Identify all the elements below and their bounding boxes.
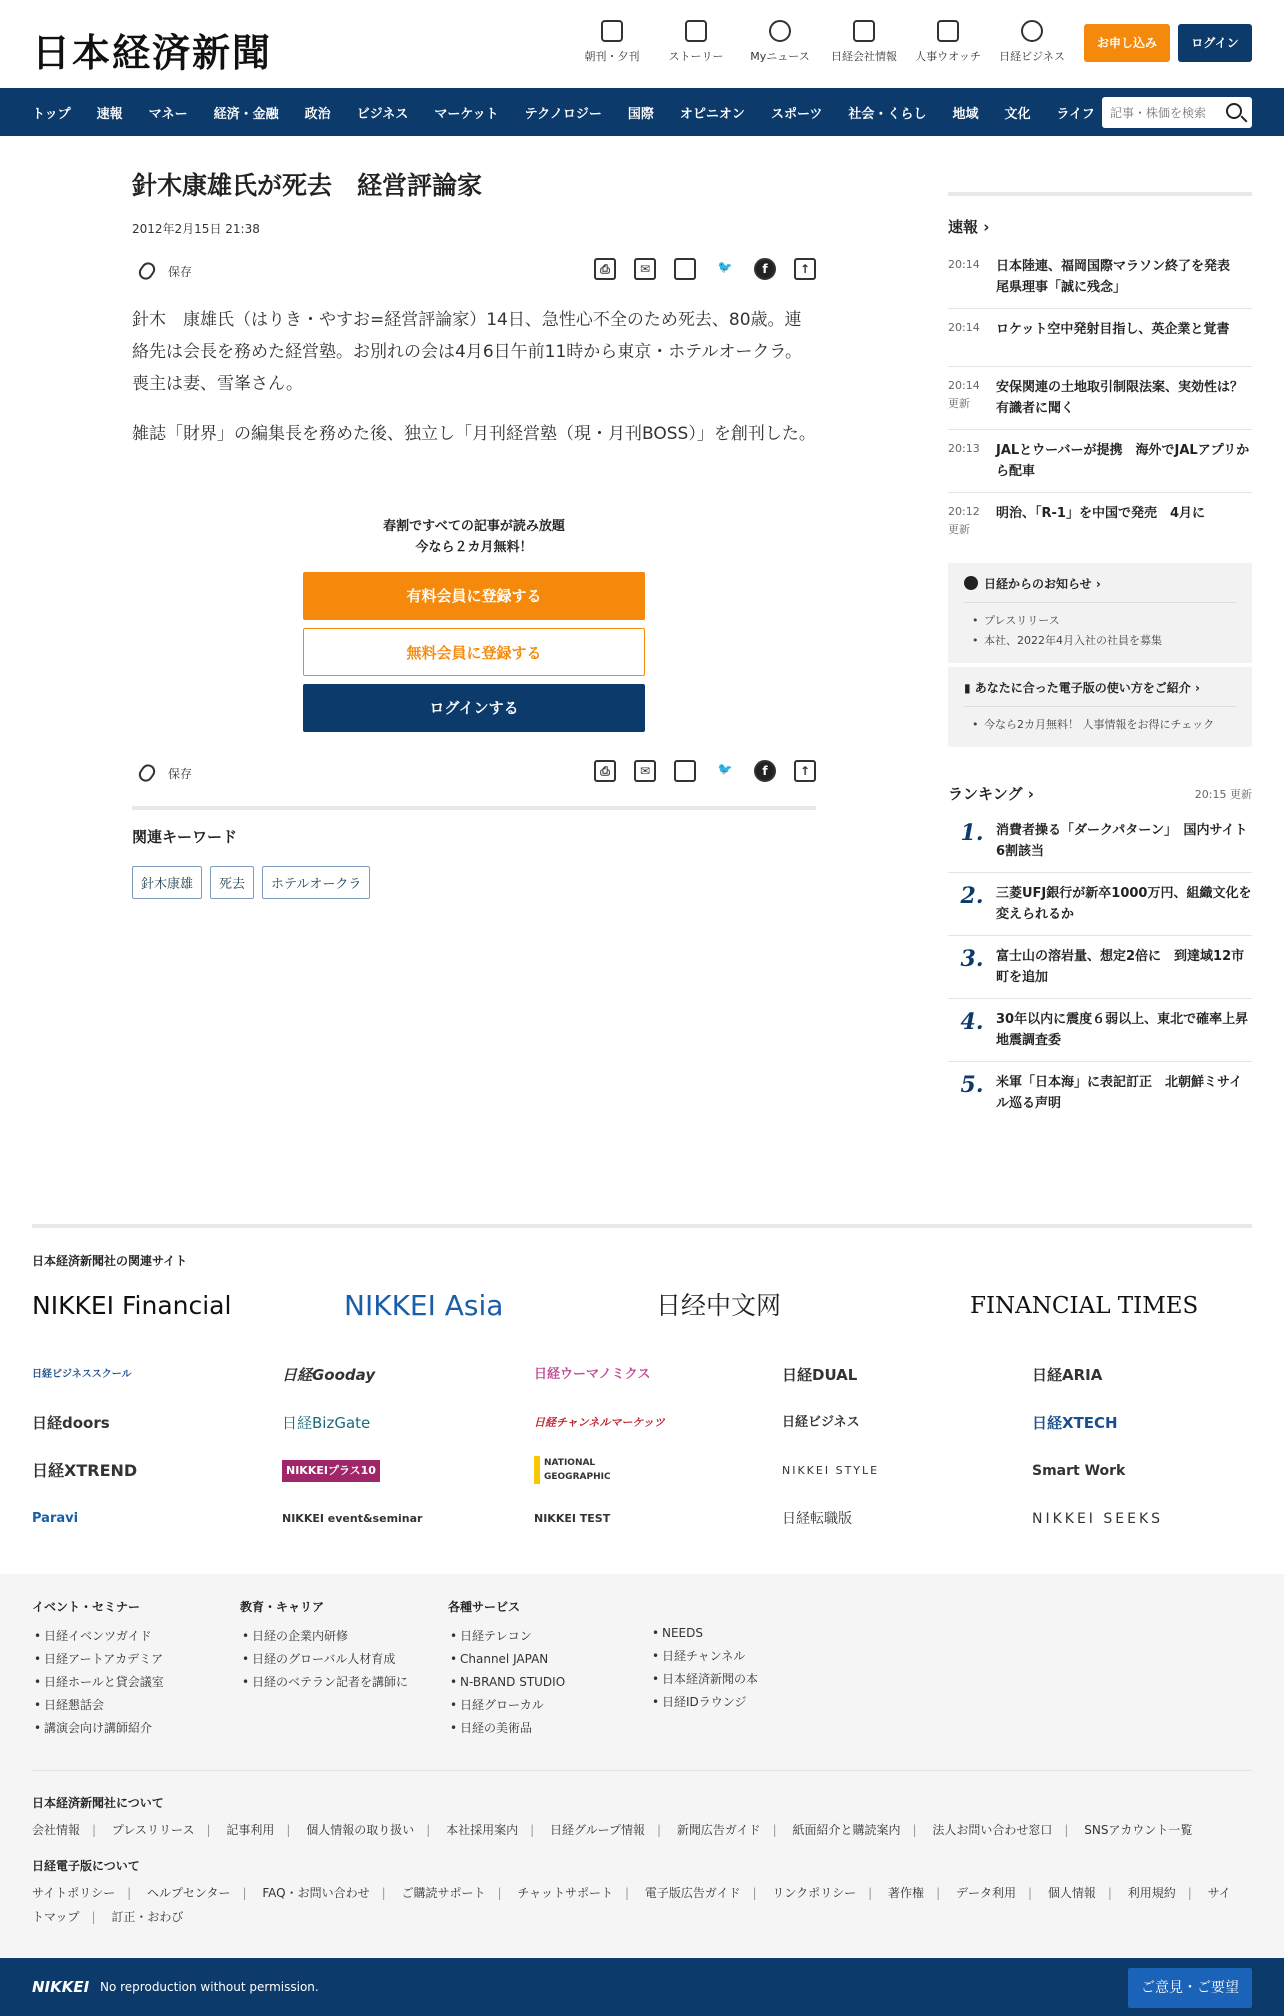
- ranking-item[interactable]: 2. 三菱UFJ銀行が新卒1000万円、組織文化を変えられるか: [948, 873, 1252, 936]
- guide-box: [948, 667, 1252, 747]
- footer-link[interactable]: • 日経アートアカデミア: [32, 1648, 164, 1671]
- footer-link[interactable]: 紙面紹介と購読案内: [792, 1823, 901, 1837]
- free-register-button[interactable]: 無料会員に登録する: [303, 628, 645, 676]
- news-item[interactable]: 20:14 ロケット空中発射目指し、英企業と覚書: [948, 309, 1252, 367]
- news-item[interactable]: 20:14 更新 安保関連の土地取引制限法案、実効性は？ 有識者に聞く: [948, 367, 1252, 430]
- related-sites-title: 日本経済新聞社の関連サイト: [32, 1254, 188, 1268]
- newspaper-icon: [601, 20, 623, 42]
- nav-item-technology[interactable]: テクノロジー: [524, 106, 602, 122]
- nav-item-region[interactable]: 地域: [952, 106, 979, 122]
- header-link-jinji-watch[interactable]: 人事ウオッチ: [906, 20, 990, 64]
- nav-item-top[interactable]: トップ: [32, 106, 71, 122]
- footer-link[interactable]: 法人お問い合わせ窓口: [932, 1823, 1053, 1837]
- nav-item-society[interactable]: 社会・くらし: [848, 106, 927, 122]
- site-logo[interactable]: 日経ビジネススクール: [32, 1369, 132, 1380]
- book-icon: ▮: [964, 681, 975, 695]
- notice-item[interactable]: • 本社、2022年4月入社の社員を募集: [964, 631, 1236, 651]
- site-logo[interactable]: NATIONAL GEOGRAPHIC: [534, 1456, 614, 1484]
- user-icon: [769, 20, 791, 42]
- nikkei-asia-logo[interactable]: NIKKEI Asia: [344, 1289, 504, 1322]
- footer-column-events: イベント・セミナー • 日経イベンツガイド • 日経アートアカデミア • 日経ホールと貸会議室 • 日経懇話会 • 講演会向け講師紹介: [32, 1598, 164, 1740]
- footer-column-services-2: [650, 1598, 758, 1714]
- ranking-title[interactable]: ランキング ›: [948, 785, 1034, 803]
- search-box: [1102, 97, 1252, 128]
- save-button[interactable]: 保存: [140, 262, 192, 280]
- financial-times-logo[interactable]: FINANCIAL TIMES: [970, 1293, 1199, 1319]
- footer-link[interactable]: 利用規約: [1127, 1886, 1176, 1900]
- footer-link[interactable]: • 日経チャンネル: [650, 1645, 758, 1668]
- nav-item-life[interactable]: ライフ: [1056, 106, 1095, 122]
- notice-box: [948, 563, 1252, 663]
- nav-item-market[interactable]: マーケット: [434, 106, 499, 122]
- ranking-item[interactable]: 3. 富士山の溶岩量、想定2倍に 到達域12市町を追加: [948, 936, 1252, 999]
- twitter-icon[interactable]: 🐦: [717, 260, 733, 274]
- footer-link[interactable]: • 日本経済新聞の本: [650, 1668, 758, 1691]
- footer-link[interactable]: • 日経テレコン: [448, 1625, 565, 1648]
- footer-link[interactable]: FAQ・お問い合わせ: [262, 1886, 370, 1900]
- site-logo[interactable]: NIKKEI SEEKS: [1032, 1511, 1164, 1527]
- nav-item-sokuho[interactable]: 速報: [96, 106, 123, 122]
- footer-link[interactable]: • 日経グローカル: [448, 1694, 565, 1717]
- keywords-title: 関連キーワード: [132, 828, 238, 846]
- site-logo[interactable]: NIKKEIプラス10: [282, 1460, 380, 1482]
- news-item[interactable]: 20:14 日本陸連、福岡国際マラソン終了を発表 尾県理事「誠に残念」: [948, 246, 1252, 309]
- nav-item-international[interactable]: 国際: [627, 106, 654, 122]
- ranking-item[interactable]: 1. 消費者操る「ダークパターン」 国内サイト6割該当: [948, 810, 1252, 873]
- ranking-list: [948, 810, 1262, 1124]
- main-nav: [0, 88, 1284, 136]
- news-item[interactable]: 20:12 更新 明治、「R-1」を中国で発売 4月に: [948, 493, 1252, 551]
- save-button[interactable]: 保存: [140, 764, 192, 782]
- facebook-icon[interactable]: f: [754, 258, 776, 280]
- divider: [32, 1770, 1252, 1771]
- footer-bottom-bar: [0, 1958, 1284, 2016]
- nav-item-economy[interactable]: 経済・金融: [213, 106, 279, 122]
- feedback-button[interactable]: ご意見・ご要望: [1128, 1968, 1252, 2008]
- keyword-list: [132, 866, 378, 899]
- search-icon[interactable]: [1226, 103, 1242, 119]
- site-logo[interactable]: Smart Work: [1032, 1463, 1126, 1479]
- ranking-item[interactable]: 4. 30年以内に震度６弱以上、東北で確率上昇 地震調査委: [948, 999, 1252, 1062]
- footer-column-education: 教育・キャリア • 日経の企業内研修 • 日経のグローバル人材育成 • 日経のベテラン記者を講師に: [240, 1598, 408, 1694]
- footer-link[interactable]: 日経グループ情報: [550, 1823, 646, 1837]
- footer-link[interactable]: • 日経の美術品: [448, 1717, 565, 1740]
- footer-link[interactable]: • 日経IDラウンジ: [650, 1691, 758, 1714]
- login-button[interactable]: ログイン: [1178, 24, 1252, 62]
- article-title: 針木康雄氏が死去 経営評論家: [132, 171, 483, 200]
- article-date: 2012年2月15日 21:38: [132, 222, 260, 236]
- footer-link[interactable]: • 日経のグローバル人材育成: [240, 1648, 408, 1671]
- notice-item[interactable]: • プレスリリース: [964, 611, 1236, 631]
- chart-icon: [853, 20, 875, 42]
- footer-link[interactable]: • NEEDS: [650, 1622, 758, 1645]
- notice-heading[interactable]: 日経からのお知らせ ›: [964, 575, 1236, 603]
- guide-heading[interactable]: ▮ あなたに合った電子版の使い方をご紹介 ›: [964, 679, 1236, 707]
- ranking-item[interactable]: 5. 米軍「日本海」に表記訂正 北朝鮮ミサイル巡る声明: [960, 1072, 1243, 1111]
- document-icon: [685, 20, 707, 42]
- sokuho-heading[interactable]: 速報 ›: [948, 218, 990, 236]
- header-link-company-info[interactable]: 日経会社情報: [822, 20, 906, 64]
- news-headline: 安保関連の土地取引制限法案、実効性は？ 有識者に聞く: [996, 380, 1257, 416]
- mail-icon[interactable]: ✉: [634, 760, 656, 782]
- footer-column-services: 各種サービス • 日経テレコン • Channel JAPAN • N-BRAND STUDIO • 日経グローカル • 日経の美術品: [448, 1598, 565, 1740]
- news-headline: ロケット空中発射目指し、英企業と覚書: [996, 322, 1230, 337]
- site-logo[interactable]: 日経XTREND: [32, 1461, 138, 1480]
- header-link-nikkei-business[interactable]: 日経ビジネス: [990, 20, 1074, 64]
- bookmark-icon[interactable]: [674, 760, 696, 782]
- info-icon: [964, 576, 978, 590]
- footer-link[interactable]: ご購読サポート: [401, 1886, 486, 1900]
- divider: [132, 806, 816, 810]
- magnifier-icon: [937, 20, 959, 42]
- apply-button[interactable]: お申し込み: [1084, 24, 1170, 62]
- about-nikkei-links: 会社情報 | プレスリリース | 記事利用 | 個人情報の取り扱い | 本社採用案内 | 日経グループ情報 | 新聞広告ガイド | 紙面紹介と購読案内 | 法人お問い合わせ窓口 | SNSアカウント一覧: [32, 1823, 1193, 1837]
- article-paragraph: 針木 康雄氏（はりき・やすお=経営評論家）14日、急性心不全のため死去、80歳。連絡先は会長を務めた経営塾。お別れの会は4月6日午前11時から東京・ホテルオークラ。喪主は妻、雪峯さん。: [132, 310, 803, 394]
- site-logo[interactable]: NIKKEI event&seminar: [282, 1512, 423, 1525]
- site-logo[interactable]: 日経XTECH: [1032, 1414, 1118, 1432]
- compass-icon: [1021, 20, 1043, 42]
- sidebar: [948, 136, 1262, 1124]
- footer-link[interactable]: 本社採用案内: [446, 1823, 519, 1837]
- footer-link[interactable]: • 日経のベテラン記者を講師に: [240, 1671, 408, 1694]
- nikkei-footer-logo: NIKKEI: [32, 1978, 90, 1996]
- nav-item-sports[interactable]: スポーツ: [770, 106, 823, 122]
- footer-link[interactable]: • 日経懇話会: [32, 1694, 164, 1717]
- site-logo[interactable]: NIKKEI TEST: [534, 1512, 611, 1525]
- news-headline: 明治、「R-1」を中国で発売 4月に: [996, 506, 1205, 521]
- about-digital-title: 日経電子版について: [32, 1859, 140, 1873]
- footer-link[interactable]: サイトマップ: [32, 1886, 1231, 1924]
- ranking-updated: 20:15 更新: [1194, 787, 1252, 801]
- keyword-tag[interactable]: ホテルオークラ: [262, 866, 370, 899]
- sokuho-list: [948, 246, 1257, 551]
- site-header: [0, 0, 1284, 88]
- site-logo[interactable]: Paravi: [32, 1511, 79, 1526]
- footer-link[interactable]: チャットサポート: [517, 1886, 613, 1900]
- footer-link[interactable]: 著作権: [888, 1886, 925, 1900]
- bookmark-icon[interactable]: [674, 258, 696, 280]
- footer-link[interactable]: 個人情報: [1047, 1886, 1096, 1900]
- site-logo[interactable]: NIKKEI STYLE: [782, 1464, 880, 1477]
- news-headline: JALとウーバーが提携 海外でJALアプリから配車: [996, 443, 1250, 479]
- about-nikkei-title: 日本経済新聞社について: [32, 1796, 164, 1810]
- print-icon[interactable]: ⎙: [594, 760, 616, 782]
- paywall-lead: 春割ですべての記事が読み放題 今なら２カ月無料！: [383, 519, 565, 555]
- article-body: [132, 304, 816, 468]
- clip-icon: [136, 762, 158, 785]
- site-logo[interactable]: 日経ウーマノミクス: [534, 1367, 651, 1382]
- divider: [948, 192, 1252, 196]
- article-toolbar-top: [132, 254, 816, 286]
- facebook-icon[interactable]: f: [754, 760, 776, 782]
- nikkei-financial-logo[interactable]: NIKKEI Financial: [32, 1291, 232, 1320]
- footer-link[interactable]: 新聞広告ガイド: [676, 1823, 761, 1837]
- footer-link[interactable]: • 講演会向け講師紹介: [32, 1717, 164, 1740]
- footer-link[interactable]: サイトポリシー: [32, 1886, 116, 1900]
- site-logo[interactable]: 日経ビジネス: [782, 1415, 860, 1430]
- header-icon-menu: [570, 20, 1074, 64]
- footer-link[interactable]: SNSアカウント一覧: [1084, 1823, 1193, 1837]
- article-paragraph: 雑誌「財界」の編集長を務めた後、独立し「月刊経営塾（現・月刊BOSS）」を創刊した。: [132, 424, 816, 444]
- divider: [32, 1224, 1252, 1228]
- footer-link[interactable]: リンクポリシー: [772, 1886, 857, 1900]
- chevron-right-icon: ›: [983, 218, 990, 236]
- copyright-text: No reproduction without permission.: [100, 1980, 319, 1994]
- footer-link[interactable]: 記事利用: [226, 1823, 275, 1837]
- search-input[interactable]: [1102, 97, 1214, 128]
- site-logo[interactable]: 日経転職版: [782, 1511, 852, 1527]
- footer-link[interactable]: 電子版広告ガイド: [644, 1886, 741, 1900]
- nav-item-opinion[interactable]: オピニオン: [679, 106, 745, 122]
- footer-link[interactable]: 個人情報の取り扱い: [306, 1823, 415, 1837]
- about-digital-links: サイトポリシー | ヘルプセンター | FAQ・お問い合わせ | ご購読サポート | チャットサポート | 電子版広告ガイド | リンクポリシー | 著作権 | データ利用 | 個人情報 | 利用規約 | サイトマップ | 訂正・おわび: [32, 1886, 1231, 1924]
- nikkei-logo[interactable]: 日本経済新聞: [32, 30, 273, 75]
- paywall-login-button[interactable]: ログインする: [303, 684, 645, 732]
- nav-item-business[interactable]: ビジネス: [356, 106, 409, 122]
- ranking-header: [948, 783, 1252, 804]
- header-link-chokan-yukan[interactable]: 朝刊・夕刊: [570, 20, 654, 64]
- nikkei-chinese-logo[interactable]: 日经中文网: [656, 1291, 782, 1320]
- keyword-tag[interactable]: 死去: [210, 866, 254, 899]
- site-logo[interactable]: 日経Gooday: [282, 1366, 376, 1384]
- article-toolbar-bottom: [132, 756, 816, 788]
- keyword-tag[interactable]: 針木康雄: [132, 866, 202, 899]
- paywall-box: [303, 516, 645, 740]
- site-logo[interactable]: 日経ARIA: [1032, 1366, 1103, 1384]
- site-logo[interactable]: 日経DUAL: [782, 1366, 858, 1384]
- news-headline: 日本陸連、福岡国際マラソン終了を発表 尾県理事「誠に残念」: [996, 259, 1244, 295]
- clip-icon: [136, 260, 158, 283]
- nav-item-money[interactable]: マネー: [148, 106, 188, 122]
- footer-link[interactable]: • 日経イベンツガイド: [32, 1625, 164, 1648]
- nav-item-culture[interactable]: 文化: [1004, 106, 1031, 122]
- nav-item-politics[interactable]: 政治: [304, 106, 331, 122]
- footer-link[interactable]: データ利用: [955, 1886, 1016, 1900]
- footer-link[interactable]: • 日経の企業内研修: [240, 1625, 408, 1648]
- header-link-my-news[interactable]: Myニュース: [738, 20, 822, 64]
- footer-link[interactable]: • Channel JAPAN: [448, 1648, 565, 1671]
- site-logo[interactable]: 日経doors: [32, 1414, 110, 1432]
- site-logo[interactable]: 日経BizGate: [282, 1414, 371, 1432]
- guide-item[interactable]: • 今なら2カ月無料！ 人事情報をお得にチェック: [964, 715, 1236, 735]
- header-link-story[interactable]: ストーリー: [654, 20, 738, 64]
- footer-link[interactable]: • 日経ホールと貸会議室: [32, 1671, 164, 1694]
- footer-link[interactable]: 訂正・おわび: [111, 1910, 184, 1924]
- footer-link[interactable]: プレスリリース: [111, 1823, 195, 1837]
- print-icon[interactable]: ⎙: [594, 258, 616, 280]
- share-icon[interactable]: ↑: [794, 258, 816, 280]
- related-sites-major: [32, 1282, 1252, 1330]
- site-logo[interactable]: 日経チャンネルマーケッツ: [534, 1416, 665, 1429]
- twitter-icon[interactable]: 🐦: [717, 762, 733, 776]
- share-icon[interactable]: ↑: [794, 760, 816, 782]
- footer-link[interactable]: • N-BRAND STUDIO: [448, 1671, 565, 1694]
- news-item[interactable]: 20:13 JALとウーバーが提携 海外でJALアプリから配車: [948, 430, 1252, 493]
- mail-icon[interactable]: ✉: [634, 258, 656, 280]
- footer-link[interactable]: ヘルプセンター: [147, 1886, 231, 1900]
- paid-register-button[interactable]: 有料会員に登録する: [303, 572, 645, 620]
- footer-link[interactable]: 会社情報: [32, 1823, 81, 1837]
